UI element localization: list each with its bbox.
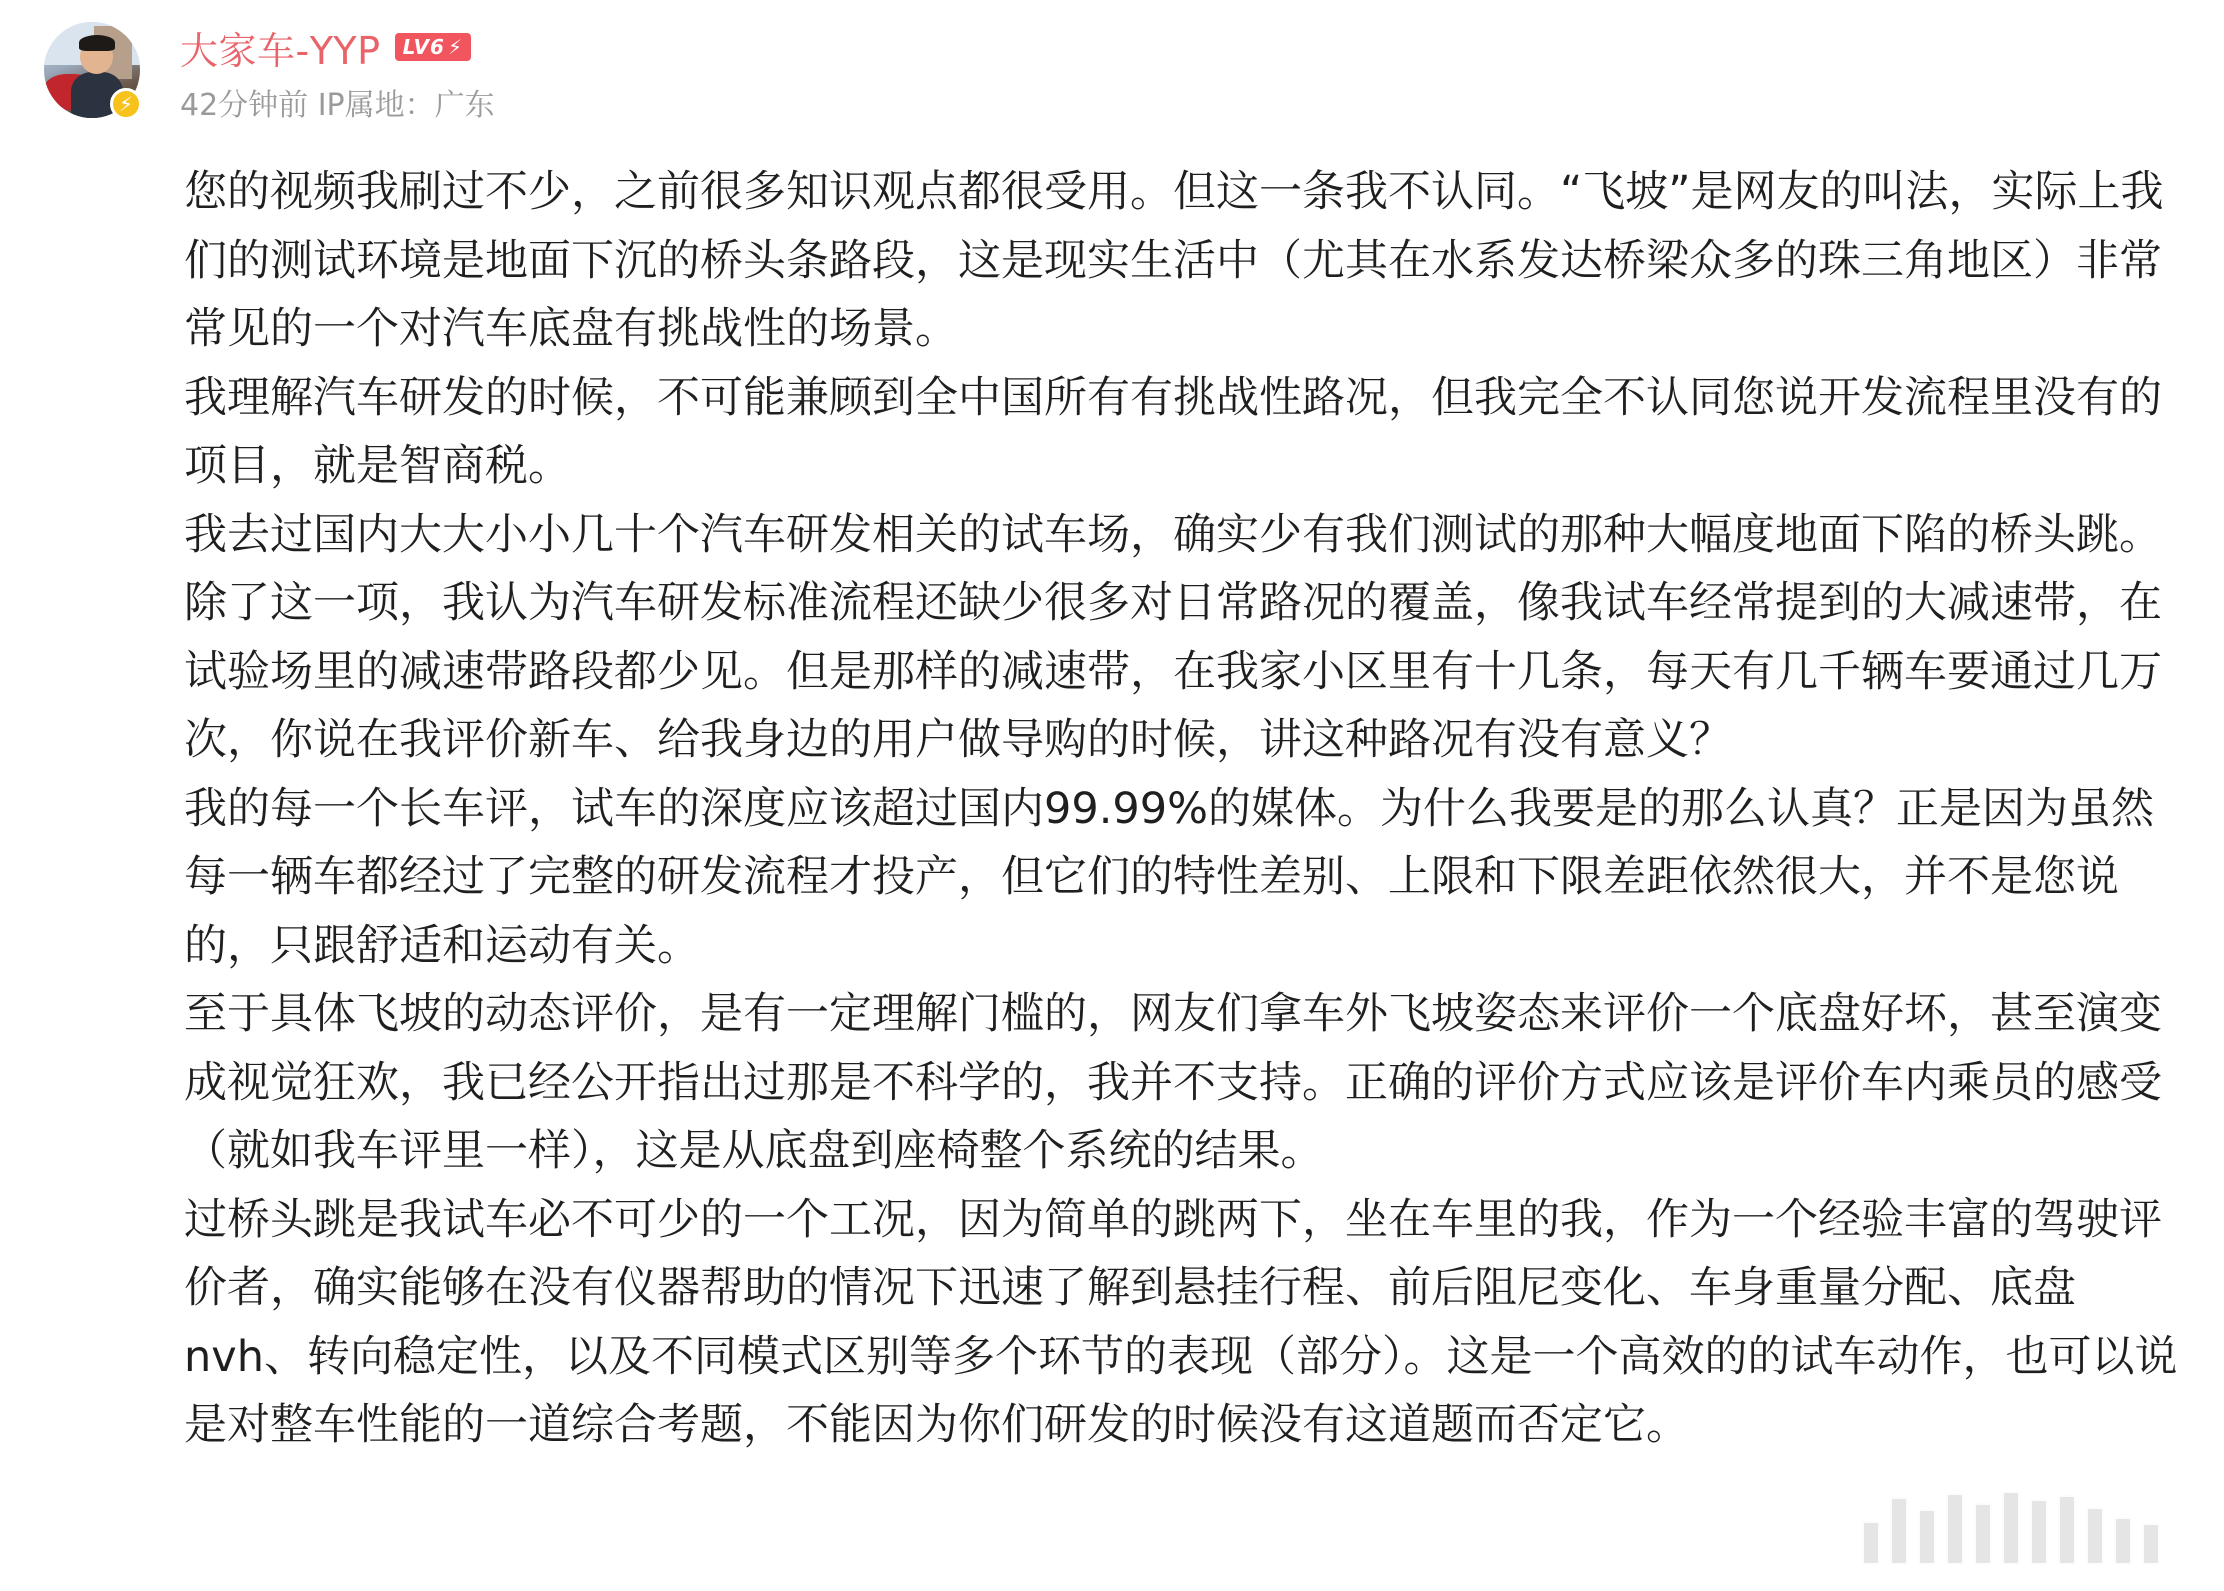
paragraph: 您的视频我刷过不少，之前很多知识观点都很受用。但这一条我不认同。“飞坡”是网友的叫法，实际上我们的测试环境是地面下沉的桥头条路段，这是现实生活中（尤其在水系发达桥梁众多的珠三角地区）非常常见的一个对汽车底盘有挑战性的场景。: [184, 167, 2164, 354]
paragraph: 我理解汽车研发的时候，不可能兼顾到全中国所有有挑战性路况，但我完全不认同您说开发流程里没有的项目，就是智商税。: [184, 372, 2162, 491]
paragraph: 我的每一个长车评，试车的深度应该超过国内99.99%的媒体。为什么我要是的那么认真？正是因为虽然每一辆车都经过了完整的研发流程才投产，但它们的特性差别、上限和下限差距依然很大，并不是您说的，只跟舒适和运动有关。: [184, 783, 2154, 971]
level-badge: [395, 33, 471, 61]
post-body: [184, 158, 2194, 1460]
paragraph: 我去过国内大大小小几十个汽车研发相关的试车场，确实少有我们测试的那种大幅度地面下陷的桥头跳。除了这一项，我认为汽车研发标准流程还缺少很多对日常路况的覆盖，像我试车经常提到的大减速带，在试验场里的减速带路段都少见。但是那样的减速带，在我家小区里有十几条，每天有几千辆车要通过几万次，你说在我评价新车、给我身边的用户做导购的时候，讲这种路况有没有意义？: [184, 509, 2162, 765]
watermark-bars-icon: [1862, 1495, 2160, 1565]
post-header: [44, 22, 495, 132]
paragraph: 过桥头跳是我试车必不可少的一个工况，因为简单的跳两下，坐在车里的我，作为一个经验丰富的驾驶评价者，确实能够在没有仪器帮助的情况下迅速了解到悬挂行程、前后阻尼变化、车身重量分配、底盘nvh、转向稳定性，以及不同模式区别等多个环节的表现（部分）。这是一个高效的的试车动作，也可以说是对整车性能的一道综合考题，不能因为你们研发的时候没有这道题而否定它。: [184, 1194, 2178, 1450]
paragraph: 至于具体飞坡的动态评价，是有一定理解门槛的，网友们拿车外飞坡姿态来评价一个底盘好坏，甚至演变成视觉狂欢，我已经公开指出过那是不科学的，我并不支持。正确的评价方式应该是评价车内乘员的感受（就如我车评里一样），这是从底盘到座椅整个系统的结果。: [184, 989, 2162, 1176]
level-label: LV6: [402, 35, 445, 59]
avatar[interactable]: [44, 22, 140, 118]
post-meta: 42分钟前 IP属地：广东: [180, 88, 495, 123]
watermark: [1806, 1475, 2216, 1585]
user-meta: [180, 22, 495, 124]
verified-icon: ⚡: [110, 88, 142, 120]
username[interactable]: 大家车-YYP: [180, 28, 381, 73]
name-row: [180, 22, 495, 72]
bolt-icon: ⚡: [447, 35, 463, 59]
